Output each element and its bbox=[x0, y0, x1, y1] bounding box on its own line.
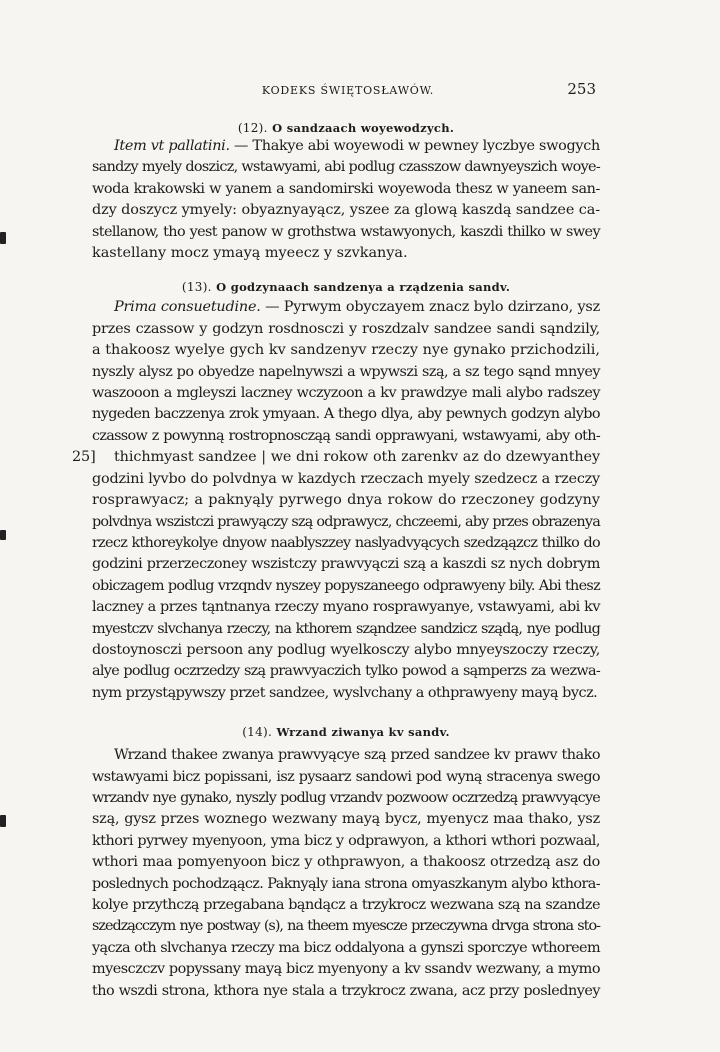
section-heading bbox=[92, 722, 600, 745]
text-line: wrzandv nye gynako, nyszly podlug vrzandv pozwoow oczrzedzą prawvyącye bbox=[92, 789, 600, 806]
text-line: polvdnya wszistczi prawyączy szą odprawycz, chczeemi, aby przes obrazenya bbox=[92, 513, 600, 530]
text-line: szedzącczym nye postway (s), na theem myescze przeczywna drvga strona sto- bbox=[92, 918, 600, 935]
text-line: myesczczv popyssany mayą bicz myenyony a kv ssandv wezwany, a mymo bbox=[92, 961, 600, 978]
text-line: czassow z powynną rostropnoscząą sandi opprawyani, wstawyami, aby oth- bbox=[92, 427, 600, 444]
section-paragraph bbox=[92, 136, 600, 264]
text-line: alye podlug oczrzedzy szą prawvyaczich tylko powod a sąmperzs za wezwa- bbox=[92, 663, 600, 680]
page-body bbox=[72, 118, 600, 1002]
text-line: tho wszdi strona, kthora nye stala a trzykrocz zwana, acz przy poslednyey bbox=[92, 982, 600, 999]
text-line: kastellany mocz ymayą myeecz y szvkanya. bbox=[92, 245, 408, 262]
text-line bbox=[72, 447, 600, 468]
text-line: laczney a przes tąntnanya rzeczy myano rosprawyanye, vstawyami, abi kv bbox=[92, 599, 600, 616]
text-line: yącza oth slvchanya rzeczy ma bicz oddalyona a gynszi sporczye wthoreem bbox=[92, 939, 600, 956]
text-span: — Pyrwym obyczayem znacz bylo dzirzano, ysz bbox=[260, 299, 600, 316]
text-line: nym przystąpywszy przet sandzee, wyslvchany a othprawyeny mayą bycz. bbox=[92, 684, 598, 701]
text-line: dzy doszycz ymyely: obyaznyayącz, yszee za glową kaszdą sandzee ca- bbox=[92, 202, 600, 219]
text-span: — Thakye abi woyewodi w pewney lyczbye swogych bbox=[229, 138, 600, 154]
text-line: dostoynosczi persoon any podlug wyelkosczy alybo mnyeyszoczy rzeczy, bbox=[92, 641, 600, 658]
text-line: wthori maa pomyenyoon bicz y othprawyon, a thakoosz otrzedzą asz do bbox=[92, 854, 600, 871]
text-line: rzecz kthoreykolye dnyow naablyszzey naslyadvyących szedząązcz thilko do bbox=[92, 534, 600, 551]
section-paragraph bbox=[92, 745, 600, 1002]
text-line: rosprawyacz; a paknyąly pyrwego dnya rokow do rzeczoney godzyny bbox=[92, 492, 600, 509]
section-heading bbox=[92, 118, 600, 136]
text-line: godzini przerzeczoney wszistczy prawvyączi szą a kaszdi sz nych dobrym bbox=[92, 556, 600, 573]
latin-incipit: Item vt pallatini. bbox=[114, 138, 230, 154]
text-line: kthori pyrwey myenyoon, yma bicz y odprawyon, a kthori wthori pozwaal, bbox=[92, 832, 600, 849]
text-span: thichmyast sandzee | we dni rokow oth zarenkv az do dzewyanthey bbox=[114, 449, 600, 466]
text-line: nygeden baczzenya zrok ymyaan. A thego dlya, aby pewnych godzyn alybo bbox=[92, 406, 600, 423]
section-heading bbox=[92, 277, 600, 297]
text-line: Wrzand thakee zwanya prawvyącye szą przed sandzee kv prawv thako bbox=[114, 747, 600, 764]
scan-edge-mark bbox=[0, 530, 6, 540]
running-head bbox=[100, 80, 596, 102]
text-line bbox=[92, 297, 600, 318]
text-line: obiczagem podlug vrzqndv nyszey popyszaneego odprawyeny bily. Abi thesz bbox=[92, 577, 600, 594]
text-line: wstawyami bicz popissani, isz pysaarz sandowi pod wyną stracenya swego bbox=[92, 768, 600, 785]
text-line: sandzy myely doszicz, wstawyami, abi podlug czasszow dawnyeyszich woye- bbox=[92, 159, 600, 176]
running-title: KODEKS ŚWIĘTOSŁAWÓW. bbox=[261, 84, 435, 97]
text-line: szą, gysz przes woznego wezwany mayą bycz, myenycz maa thako, ysz bbox=[92, 811, 600, 828]
section-number: (12). bbox=[237, 121, 268, 135]
text-line: przes czassow y godzyn rosdnosczi y roszdzalv sandzee sandi sąndzily, bbox=[92, 320, 600, 337]
section-paragraph bbox=[72, 297, 600, 704]
scan-edge-mark bbox=[0, 232, 6, 244]
section-title: O godzynaach sandzenya a rządzenia sandv. bbox=[216, 280, 511, 295]
margin-line-number: 25] bbox=[72, 449, 96, 466]
text-line: godzini lyvbo do polvdnya w kazdych rzeczach myely szedzecz a rzeczy bbox=[92, 470, 600, 487]
text-line: waszooon a mgleyszi laczney wczyzoon a kv prawdzye mali alybo radszey bbox=[92, 385, 600, 402]
latin-incipit: Prima consuetudine. bbox=[114, 299, 261, 316]
text-line: woda krakowski w yanem a sandomirski woyewoda thesz w yaneem san- bbox=[92, 180, 600, 197]
text-line: myestczv slvchanya rzeczy, na kthorem sząndzee sandzicz sządą, nye podlug bbox=[92, 620, 600, 637]
text-line: poslednych pochodząącz. Paknyąly iana strona omyaszkanym alybo kthora- bbox=[92, 875, 600, 892]
section-title: Wrzand ziwanya kv sandv. bbox=[276, 725, 450, 740]
scan-edge-mark bbox=[0, 815, 6, 827]
page-number: 253 bbox=[567, 80, 596, 98]
text-line: a thakoosz wyelye gych kv sandzenyv rzeczy nye gynako przichodzili, bbox=[92, 342, 600, 359]
text-line: nyszly alysz po obyedze napelnywszi a wpywszi szą, a sz tego sąnd mnyey bbox=[92, 363, 600, 380]
text-line: kolye przythczą przegabana bąndącz a trzykrocz wezwana szą na szandze bbox=[92, 897, 600, 913]
section-number: (14). bbox=[242, 725, 273, 740]
section-number: (13). bbox=[181, 280, 212, 295]
section-title: O sandzaach woyewodzych. bbox=[272, 121, 455, 135]
text-line bbox=[92, 136, 600, 157]
text-line: stellanow, tho yest panow w grothstwa wstawyonych, kaszdi thilko w swey bbox=[92, 223, 600, 240]
